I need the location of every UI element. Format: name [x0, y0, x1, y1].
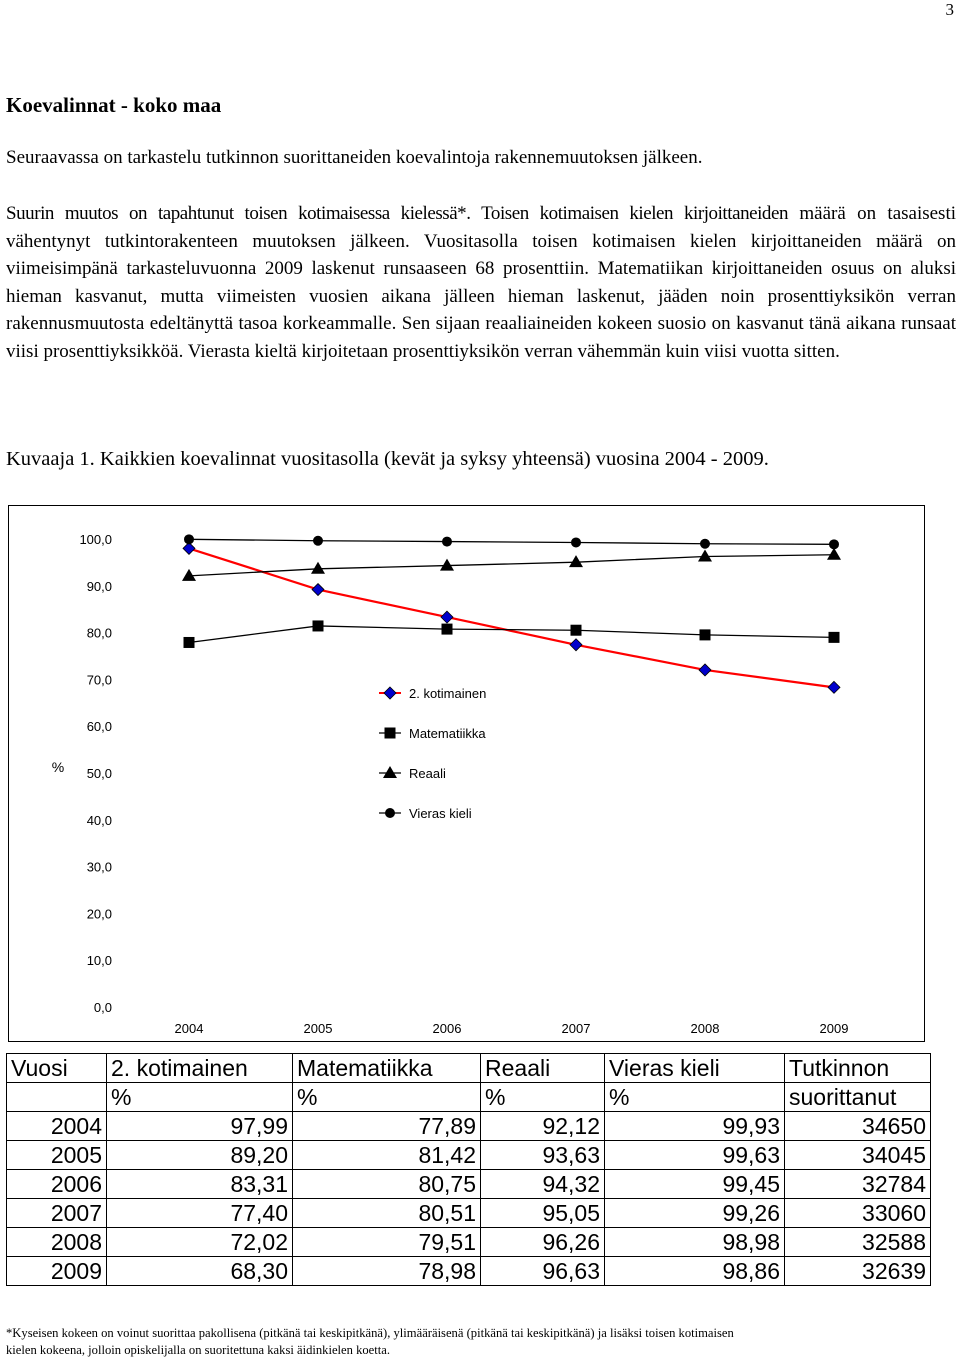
table-header-row — [7, 1054, 931, 1083]
table-year-cell: 2008 — [7, 1228, 107, 1257]
table-cell: 32784 — [785, 1170, 931, 1199]
table-cell: 99,45 — [605, 1170, 785, 1199]
section-heading: Koevalinnat - koko maa — [6, 93, 222, 117]
y-axis-label: % — [51, 759, 65, 775]
table-cell: 83,31 — [107, 1170, 293, 1199]
data-point-vieras-kieli — [442, 537, 452, 547]
data-point-vieras-kieli — [829, 539, 839, 549]
body-line: edeltänyttä tasoa korkeammalle. Sen sijaan reaaliaineiden kokeen suosio on kasvanut tänä aikana — [149, 313, 896, 334]
table-cell: 98,98 — [605, 1228, 785, 1257]
data-point-reaali — [827, 548, 841, 560]
x-tick-label: 2007 — [561, 1021, 591, 1036]
table-cell: 92,12 — [481, 1112, 605, 1141]
series-line-reaali — [189, 555, 834, 576]
table-header-cell: % — [481, 1083, 605, 1112]
legend-label-matematiikka: Matematiikka — [409, 726, 486, 741]
chart-frame — [8, 505, 925, 1042]
data-point-reaali — [182, 569, 196, 581]
y-tick-label: 30,0 — [86, 859, 112, 875]
y-tick-label: 90,0 — [86, 578, 112, 594]
footnote — [6, 1325, 956, 1359]
y-tick-label: 100,0 — [79, 532, 112, 547]
data-point-matematiikka — [313, 620, 324, 631]
data-point-matematiikka — [442, 624, 453, 635]
body-line: määrä on tasaisesti vähentynyt tutkintorakenteen muutoksen jälkeen. Vuositasolla toisen kotimaisen — [6, 203, 957, 252]
table-year-cell: 2006 — [7, 1170, 107, 1199]
table-header-row — [7, 1083, 931, 1112]
data-point-matematiikka — [184, 637, 195, 648]
data-point-matematiikka — [829, 632, 840, 643]
table-cell: 77,40 — [107, 1199, 293, 1228]
body-line: prosenttiin. Matematiikan kirjoittaneiden osuus on aluksi hieman kasvanut, mutta viimeisten — [6, 258, 957, 307]
table-header-cell: Reaali — [481, 1054, 605, 1083]
table-cell: 34045 — [785, 1141, 931, 1170]
table-cell: 78,98 — [293, 1257, 481, 1286]
table-row — [7, 1112, 931, 1141]
table-header-cell: 2. kotimainen — [107, 1054, 293, 1083]
table-header-cell: % — [605, 1083, 785, 1112]
table-cell: 99,93 — [605, 1112, 785, 1141]
table-row — [7, 1257, 931, 1286]
body-line: runsaat viisi prosenttiyksikköä. Vierasta kieltä kirjoitetaan prosenttiyksikön verran vähemmän kuin — [6, 313, 956, 362]
data-point-vieras-kieli — [184, 534, 194, 544]
table-header-cell — [7, 1083, 107, 1112]
table-cell: 99,63 — [605, 1141, 785, 1170]
body-paragraph — [6, 200, 956, 365]
table-cell: 99,26 — [605, 1199, 785, 1228]
y-tick-label: 50,0 — [86, 766, 112, 781]
table-cell: 97,99 — [107, 1112, 293, 1141]
y-tick-label: 40,0 — [86, 812, 112, 828]
table-header-cell: % — [107, 1083, 293, 1112]
legend-marker-2-kotimainen — [384, 687, 396, 699]
data-point-reaali — [569, 555, 583, 567]
table-cell: 96,26 — [481, 1228, 605, 1257]
data-point-vieras-kieli — [571, 537, 581, 547]
table-year-cell: 2009 — [7, 1257, 107, 1286]
table-cell: 93,63 — [481, 1141, 605, 1170]
x-tick-label: 2006 — [432, 1021, 462, 1036]
y-tick-label: 20,0 — [86, 906, 112, 922]
table-cell: 80,75 — [293, 1170, 481, 1199]
legend-marker-vieras-kieli — [385, 808, 395, 818]
table-row — [7, 1228, 931, 1257]
y-tick-label: 70,0 — [86, 672, 112, 688]
intro-paragraph: Seuraavassa on tarkastelu tutkinnon suorittaneiden koevalintoja rakennemuutoksen jälkeen. — [6, 147, 703, 168]
legend-marker-matematiikka — [385, 728, 396, 739]
table-row — [7, 1199, 931, 1228]
data-point-vieras-kieli — [700, 539, 710, 549]
chart-caption: Kuvaaja 1. Kaikkien koevalinnat vuositasolla (kevät ja syksy yhteensä) vuosina 2004 - 2009. — [6, 448, 769, 470]
legend-label-reaali: Reaali — [409, 766, 446, 781]
x-tick-label: 2009 — [819, 1021, 849, 1036]
body-line: vuosien aikana jälleen hieman laskenut, jääden noin prosenttiyksikön verran rakennusmuutosta — [6, 285, 956, 334]
table-cell: 79,51 — [293, 1228, 481, 1257]
table-cell: 72,02 — [107, 1228, 293, 1257]
data-point-2-kotimainen — [441, 611, 453, 623]
x-tick-label: 2008 — [690, 1021, 720, 1036]
table-cell: 98,86 — [605, 1257, 785, 1286]
data-point-2-kotimainen — [828, 681, 840, 693]
data-point-reaali — [311, 562, 325, 574]
table-header-cell: Tutkinnon — [785, 1054, 931, 1083]
table-year-cell: 2004 — [7, 1112, 107, 1141]
y-tick-label: 10,0 — [86, 953, 112, 969]
table-header-cell: suorittanut — [785, 1083, 931, 1112]
table-cell: 81,42 — [293, 1141, 481, 1170]
data-point-reaali — [698, 550, 712, 562]
legend-marker-reaali — [383, 766, 397, 778]
series-line-2-kotimainen — [189, 548, 834, 687]
table-cell: 32639 — [785, 1257, 931, 1286]
table-cell: 68,30 — [107, 1257, 293, 1286]
data-point-vieras-kieli — [313, 536, 323, 546]
legend-label-2-kotimainen: 2. kotimainen — [409, 686, 487, 701]
series-line-vieras-kieli — [189, 539, 834, 544]
page-number: 3 — [945, 0, 954, 19]
table-cell: 80,51 — [293, 1199, 481, 1228]
y-tick-label: 0,0 — [93, 1000, 112, 1015]
table-cell: 34650 — [785, 1112, 931, 1141]
data-point-matematiikka — [700, 629, 711, 640]
table-year-cell: 2005 — [7, 1141, 107, 1170]
table-header-cell: Vieras kieli — [605, 1054, 785, 1083]
data-point-2-kotimainen — [312, 584, 324, 596]
table-cell: 94,32 — [481, 1170, 605, 1199]
table-cell: 33060 — [785, 1199, 931, 1228]
footnote-line: kielen kokeena, jolloin opiskelijalla on suoritettuna kaksi äidinkielen koetta. — [6, 1343, 391, 1357]
legend-label-vieras-kieli: Vieras kieli — [409, 806, 472, 821]
table-cell: 77,89 — [293, 1112, 481, 1141]
series-line-matematiikka — [189, 626, 834, 643]
table-row — [7, 1170, 931, 1199]
y-tick-label: 60,0 — [86, 719, 112, 735]
table-header-cell: Matematiikka — [293, 1054, 481, 1083]
table-cell: 96,63 — [481, 1257, 605, 1286]
table-row — [7, 1141, 931, 1170]
footnote-line: *Kyseisen kokeen on voinut suorittaa pakollisena (pitkänä tai keskipitkänä), ylimääräisenä (pitkänä tai keskipitkänä) ja lisäksi toisen kotimaisen — [6, 1326, 734, 1340]
data-point-2-kotimainen — [570, 639, 582, 651]
body-line: viisi vuotta sitten. — [704, 340, 840, 362]
table-cell: 95,05 — [481, 1199, 605, 1228]
line-chart — [9, 506, 923, 1040]
table-header-cell: Vuosi — [7, 1054, 107, 1083]
body-line: kielen kirjoittaneiden määrä on viimeisimpänä tarkasteluvuonna 2009 laskenut runsaaseen 68 — [6, 230, 956, 279]
table-year-cell: 2007 — [7, 1199, 107, 1228]
data-table — [6, 1053, 931, 1286]
data-point-reaali — [440, 559, 454, 571]
table-body — [7, 1054, 931, 1286]
table-cell: 89,20 — [107, 1141, 293, 1170]
body-line: Suurin muutos on tapahtunut toisen kotimaisessa kielessä*. Toisen kotimaisen kielen kirjoittaneiden — [6, 203, 789, 224]
x-tick-label: 2005 — [303, 1021, 333, 1036]
data-point-2-kotimainen — [699, 664, 711, 676]
data-point-matematiikka — [571, 625, 582, 636]
y-tick-label: 80,0 — [86, 625, 112, 641]
table-cell: 32588 — [785, 1228, 931, 1257]
x-tick-label: 2004 — [174, 1021, 204, 1036]
table-header-cell: % — [293, 1083, 481, 1112]
